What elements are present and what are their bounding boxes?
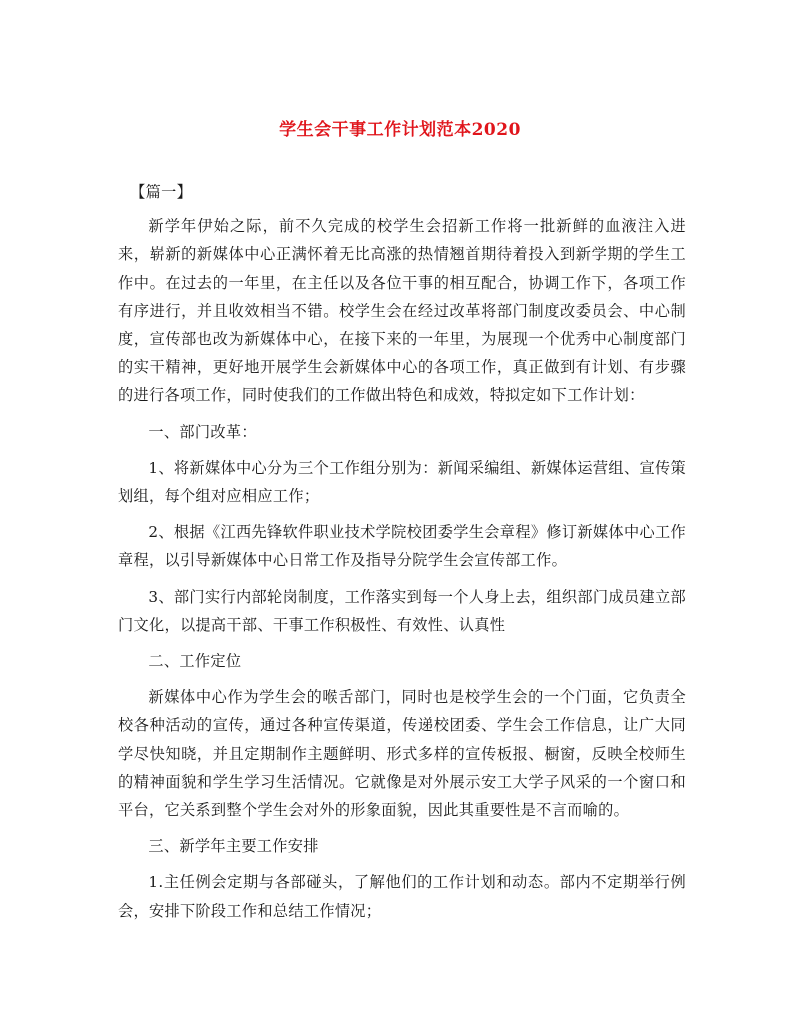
section-tag: 【篇一】 xyxy=(130,183,193,201)
paragraph: 1.主任例会定期与各部碰头，了解他们的工作计划和动态。部内不定期举行例会，安排下阶段工作和总结工作情况； xyxy=(118,873,686,920)
paragraph: 新媒体中心作为学生会的喉舌部门，同时也是校学生会的一个门面，它负责全校各种活动的宣传，通过各种宣传渠道，传递校团委、学生会工作信息，让广大同学尽快知晓，并且定期制作主题鲜明、形式多样的宣传板报、橱窗，反映全校师生的精神面貌和学生学习生活情况。它就像是对外展示安工大学子风采的一个窗口和平台，它关系到整个学生会对外的形象面貌，因此其重要性是不言而喻的。 xyxy=(118,688,686,820)
heading-reform: 一、部门改革： xyxy=(148,422,257,441)
paragraph: 2、根据《江西先锋软件职业技术学院校团委学生会章程》修订新媒体中心工作章程，以引导新媒体中心日常工作及指导分院学生会宣传部工作。 xyxy=(118,523,686,570)
document-title: 学生会干事工作计划范本2020 xyxy=(279,120,521,140)
paragraph: 1、将新媒体中心分为三个工作组分别为：新闻采编组、新媒体运营组、宣传策划组，每个组对应相应工作； xyxy=(118,458,686,506)
heading-positioning: 二、工作定位 xyxy=(148,652,242,671)
paragraph: 3、部门实行内部轮岗制度，工作落实到每一个人身上去，组织部门成员建立部门文化，以提高干部、干事工作积极性、有效性、认真性 xyxy=(118,587,686,634)
paragraph: 新学年伊始之际，前不久完成的校学生会招新工作将一批新鲜的血液注入进来，崭新的新媒体中心正满怀着无比高涨的热情翘首期待着投入到新学期的学生工作中。在过去的一年里，在主任以及各位干事的相互配合，协调工作下，各项工作有序进行，并且收效相当不错。校学生会在经过改革将部门制度改委员会、中心制度，宣传部也改为新媒体中心，在接下来的一年里，为展现一个优秀中心制度部门的实干精神，更好地开展学生会新媒体中心的各项工作，真正做到有计划、有步骤的进行各项工作，同时使我们的工作做出特色和成效，特拟定如下工作计划： xyxy=(118,217,686,405)
heading-arrangements: 三、新学年主要工作安排 xyxy=(148,837,319,856)
document-body xyxy=(118,178,686,933)
